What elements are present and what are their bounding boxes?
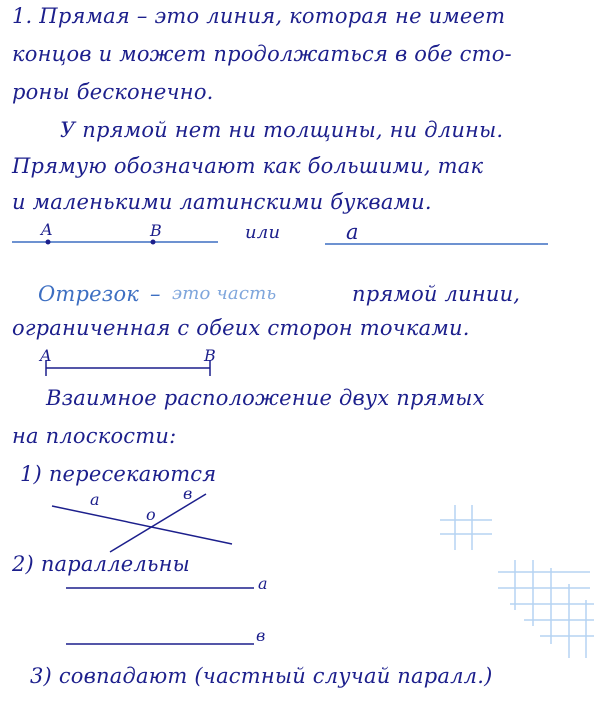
case-2-text: 2) параллельны (12, 552, 190, 576)
segment-term: Отрезок (38, 282, 140, 306)
segment-of-line: прямой линии, (352, 282, 521, 306)
segment-bounded: ограниченная с обеих сторон точками. (12, 316, 470, 340)
segment-dash: – (150, 282, 161, 306)
segment-label-a: A (40, 346, 52, 365)
mutual-line-1: Взаимное расположение двух прямых (46, 386, 485, 410)
point-b-label: B (150, 221, 162, 240)
text-line-6: и маленькими латинскими буквами. (12, 190, 432, 214)
or-word: или (245, 222, 281, 243)
text-line-4: У прямой нет ни толщины, ни длины. (60, 118, 504, 142)
segment-is-a-part: это часть (172, 283, 277, 304)
text-line-5: Прямую обозначают как большими, так (12, 154, 484, 178)
case-3-text: 3) совпадают (частный случай паралл.) (30, 664, 493, 688)
segment-label-b: B (204, 346, 216, 365)
parallel-label-b: в (256, 626, 266, 645)
text-line-3: роны бесконечно. (12, 80, 214, 104)
line-a-label: a (346, 220, 359, 244)
case-1-text: 1) пересекаются (20, 462, 217, 486)
text-line-1: 1. Прямая – это линия, которая не имеет (12, 4, 506, 28)
mutual-line-2: на плоскости: (12, 424, 177, 448)
intersect-label-a: a (90, 490, 100, 509)
intersect-label-b: в (183, 484, 193, 503)
text-line-2: концов и может продолжаться в обе сто- (12, 42, 512, 66)
parallel-label-a: a (258, 574, 268, 593)
point-a-label: A (41, 220, 53, 239)
intersect-label-o: o (146, 505, 156, 524)
